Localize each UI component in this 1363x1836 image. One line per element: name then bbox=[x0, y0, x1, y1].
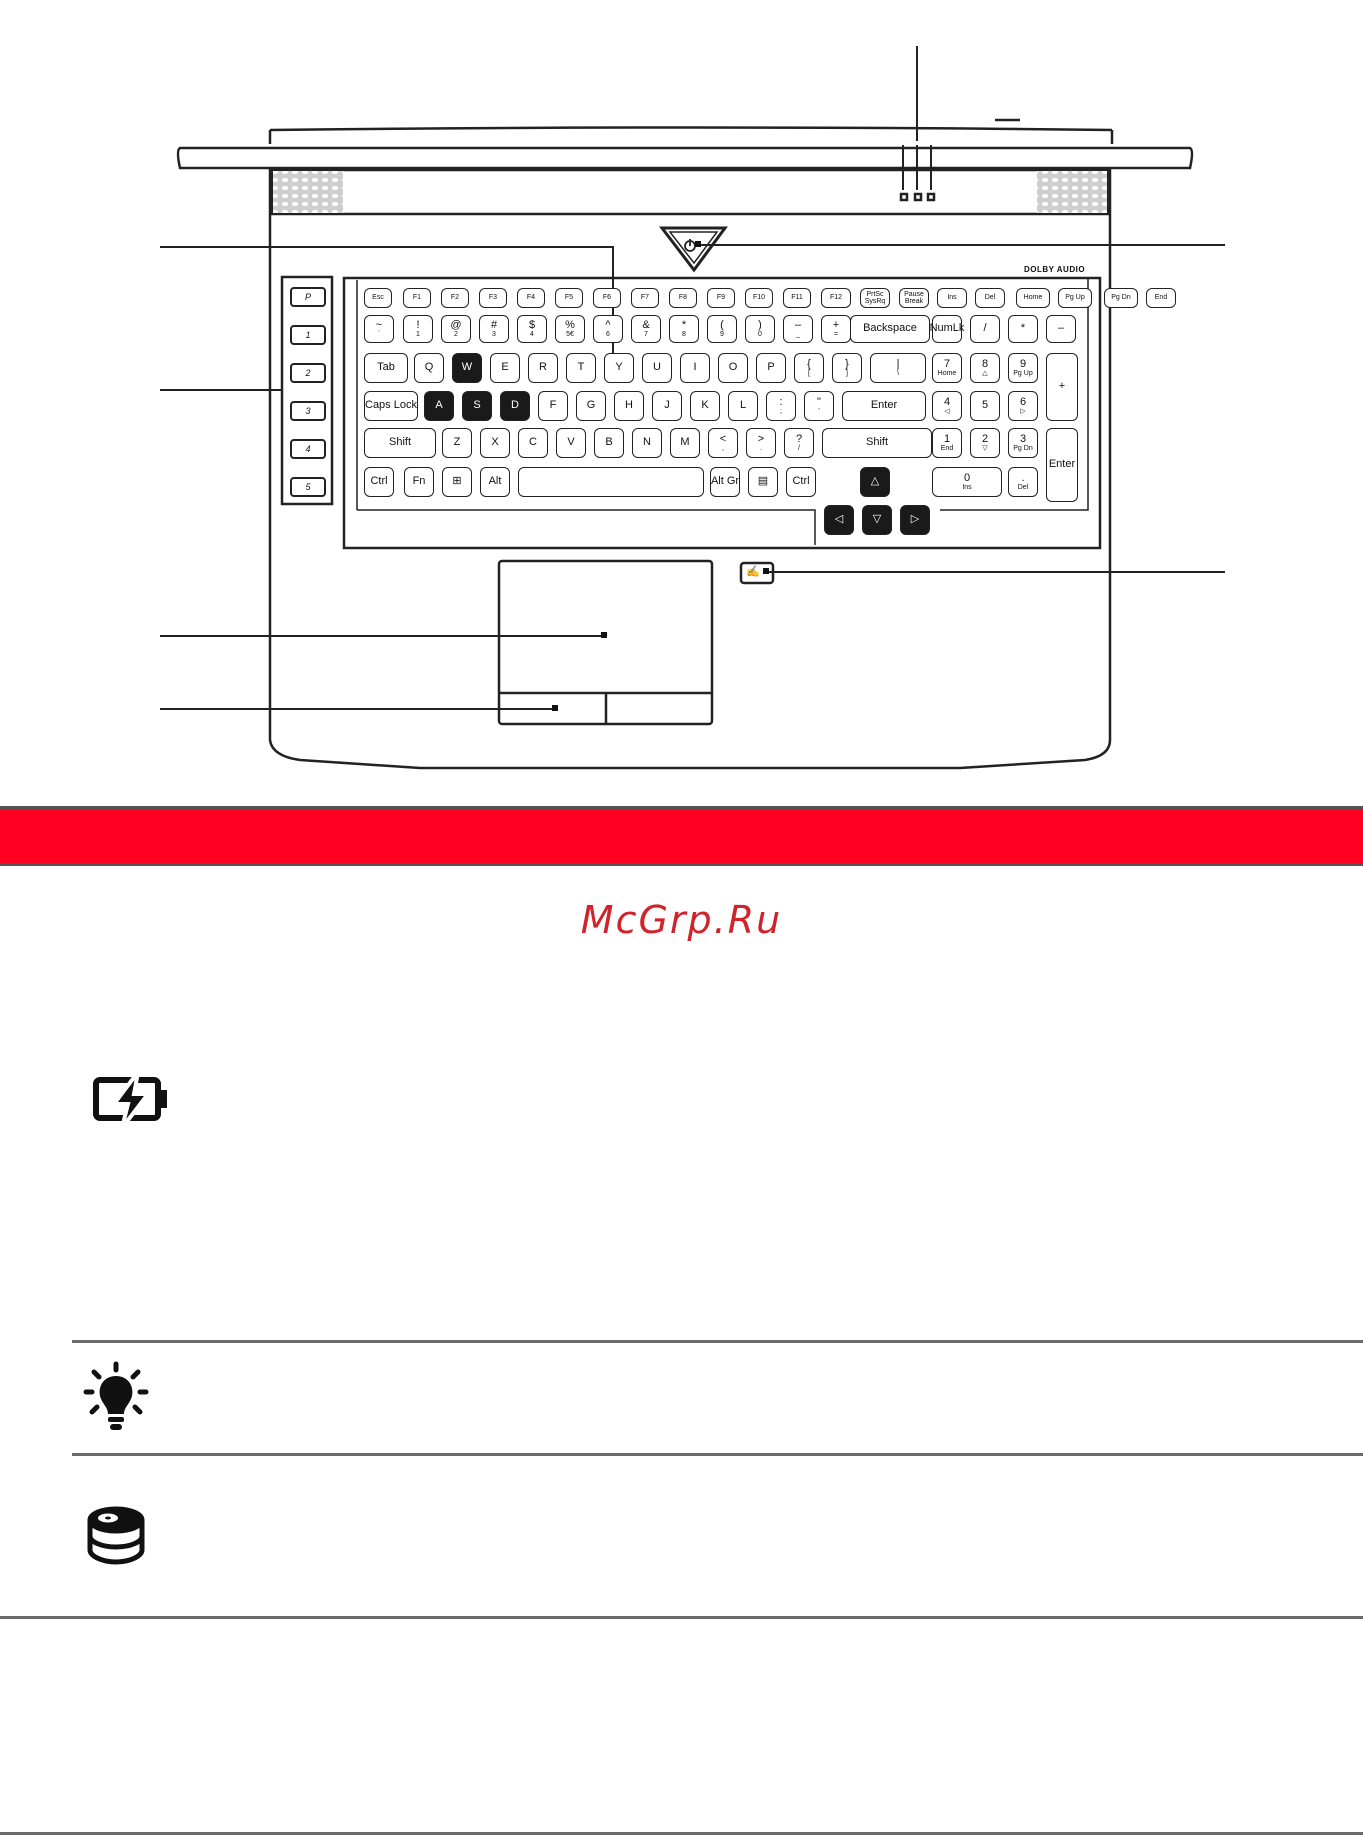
key-label: & bbox=[642, 318, 650, 331]
key-sublabel: 9 bbox=[720, 331, 724, 339]
key-sublabel: Home bbox=[937, 370, 957, 378]
key-sublabel: ◁ bbox=[944, 408, 950, 416]
key-sublabel: . bbox=[760, 445, 762, 453]
macro-key-4: 4 bbox=[290, 439, 326, 459]
key-sublabel: 2 bbox=[454, 331, 458, 339]
key-label: K bbox=[701, 399, 709, 412]
key-label: S bbox=[473, 399, 481, 412]
key-sublabel: 3 bbox=[492, 331, 496, 339]
key-space bbox=[518, 467, 704, 497]
key-k bbox=[690, 391, 720, 421]
key-label: 1 bbox=[943, 432, 951, 445]
callout-touchpad-dot bbox=[601, 632, 607, 638]
key-sublabel: ' bbox=[818, 408, 820, 416]
key-label: 3 bbox=[1019, 432, 1027, 445]
key-- bbox=[794, 353, 824, 383]
key-- bbox=[1046, 315, 1076, 343]
key-label: # bbox=[490, 318, 498, 331]
key-label: { bbox=[807, 357, 811, 370]
key-- bbox=[824, 505, 854, 535]
key-label: Tab bbox=[377, 361, 395, 374]
key-label: * bbox=[1020, 322, 1026, 335]
key-label: . bbox=[1021, 471, 1025, 484]
key-label: ( bbox=[720, 318, 724, 331]
key-label: V bbox=[567, 436, 575, 449]
key-label: Pg Up bbox=[1065, 294, 1085, 302]
key-label: ⊞ bbox=[452, 475, 462, 488]
key-c bbox=[518, 428, 548, 458]
key-a bbox=[424, 391, 454, 421]
key-sublabel: 7 bbox=[644, 331, 648, 339]
key-- bbox=[555, 315, 585, 343]
key-label: ^ bbox=[605, 318, 611, 331]
key-- bbox=[1046, 353, 1078, 421]
key-label: Pg Dn bbox=[1111, 294, 1131, 302]
key-f5 bbox=[555, 288, 583, 308]
key-pg-dn bbox=[1104, 288, 1138, 308]
key-end bbox=[1146, 288, 1176, 308]
key-label: Ctrl bbox=[370, 475, 388, 488]
key-label: / bbox=[983, 322, 987, 335]
key-label: Ctrl bbox=[792, 475, 810, 488]
callout-keyboard bbox=[160, 246, 613, 248]
key-label: > bbox=[757, 432, 765, 445]
key-q bbox=[414, 353, 444, 383]
key-label: 8 bbox=[981, 357, 989, 370]
key-label: ▽ bbox=[872, 513, 882, 526]
dolby-audio-label: DOLBY AUDIO bbox=[1024, 265, 1086, 274]
key-7 bbox=[932, 353, 962, 383]
key-f bbox=[538, 391, 568, 421]
key-f8 bbox=[669, 288, 697, 308]
macro-key-2: 2 bbox=[290, 363, 326, 383]
key-- bbox=[441, 315, 471, 343]
key-label: F8 bbox=[678, 294, 688, 302]
key-label: < bbox=[719, 432, 727, 445]
key-n bbox=[632, 428, 662, 458]
footer-rule bbox=[0, 1832, 1363, 1835]
key-shift bbox=[364, 428, 436, 458]
key-label: J bbox=[664, 399, 670, 412]
key-label: I bbox=[693, 361, 697, 374]
key-label: ▤ bbox=[757, 475, 769, 488]
fingerprint-reader-icon: ✍ bbox=[746, 566, 760, 578]
key-- bbox=[970, 315, 1000, 343]
key-sublabel: SysRq bbox=[864, 298, 886, 305]
divider-3 bbox=[0, 1616, 1363, 1619]
key-label: Ins bbox=[947, 294, 957, 302]
key-x bbox=[480, 428, 510, 458]
key-sublabel: Pg Dn bbox=[1013, 445, 1033, 453]
key-label: F4 bbox=[526, 294, 536, 302]
callout-power-dot bbox=[695, 241, 701, 247]
key-8 bbox=[970, 353, 1000, 383]
key-sublabel: Break bbox=[904, 298, 924, 305]
callout-power bbox=[697, 244, 1225, 246]
key-ins bbox=[937, 288, 967, 308]
key-label: Fn bbox=[412, 475, 426, 488]
key-e bbox=[490, 353, 520, 383]
key-label: R bbox=[539, 361, 547, 374]
callout-touchpad bbox=[160, 635, 603, 637]
key-0 bbox=[932, 467, 1002, 497]
key-- bbox=[746, 428, 776, 458]
key-sublabel: 5€ bbox=[566, 331, 574, 339]
key-f2 bbox=[441, 288, 469, 308]
key-- bbox=[870, 353, 926, 383]
key-label: △ bbox=[870, 475, 880, 488]
battery-charging-icon bbox=[92, 1070, 172, 1135]
key-f3 bbox=[479, 288, 507, 308]
key-- bbox=[631, 315, 661, 343]
key-- bbox=[403, 315, 433, 343]
key-label: A bbox=[435, 399, 443, 412]
key-label: T bbox=[577, 361, 585, 374]
key-- bbox=[593, 315, 623, 343]
key-sublabel: Pg Up bbox=[1013, 370, 1033, 378]
key-label: Pause bbox=[904, 290, 924, 298]
key-f6 bbox=[593, 288, 621, 308]
macro-key-p: P bbox=[290, 287, 326, 307]
key-o bbox=[718, 353, 748, 383]
key-label: Q bbox=[424, 361, 434, 374]
key-label: F3 bbox=[488, 294, 498, 302]
section-header-banner bbox=[0, 806, 1363, 866]
key-label: – bbox=[1057, 322, 1065, 335]
key-label: : bbox=[779, 395, 783, 408]
key-label: NumLk bbox=[929, 322, 965, 335]
key-f10 bbox=[745, 288, 773, 308]
key-- bbox=[900, 505, 930, 535]
key-2 bbox=[970, 428, 1000, 458]
divider-1 bbox=[72, 1340, 1363, 1343]
key-label: Shift bbox=[865, 436, 888, 449]
key-3 bbox=[1008, 428, 1038, 458]
key-- bbox=[832, 353, 862, 383]
key-label: B bbox=[605, 436, 613, 449]
key-label: H bbox=[625, 399, 633, 412]
key-label: 5 bbox=[981, 399, 989, 412]
callout-touchpad-button-dot bbox=[552, 705, 558, 711]
key-ctrl bbox=[364, 467, 394, 497]
key-- bbox=[860, 467, 890, 497]
key-label: L bbox=[739, 399, 747, 412]
key-label: Y bbox=[615, 361, 623, 374]
key-t bbox=[566, 353, 596, 383]
key-sublabel: ▽ bbox=[982, 445, 988, 453]
key-label: U bbox=[653, 361, 661, 374]
key-sublabel: ; bbox=[780, 408, 782, 416]
key-sublabel: 8 bbox=[682, 331, 686, 339]
key-label: ! bbox=[416, 318, 420, 331]
key-label: 6 bbox=[1019, 395, 1027, 408]
key-- bbox=[783, 315, 813, 343]
key-f9 bbox=[707, 288, 735, 308]
key-label: Home bbox=[1023, 294, 1043, 302]
key-label: Enter bbox=[1048, 458, 1076, 471]
key-prtsc bbox=[860, 288, 890, 308]
callout-macro bbox=[160, 389, 282, 391]
key-- bbox=[364, 315, 394, 343]
key-g bbox=[576, 391, 606, 421]
key-- bbox=[862, 505, 892, 535]
key-backspace bbox=[850, 315, 930, 343]
key-label: ~ bbox=[375, 318, 383, 331]
key-label: ? bbox=[795, 432, 803, 445]
key-label: | bbox=[896, 357, 900, 370]
key-label: F6 bbox=[602, 294, 612, 302]
key-shift bbox=[822, 428, 932, 458]
key-label: 2 bbox=[981, 432, 989, 445]
key-- bbox=[517, 315, 547, 343]
key-label: Shift bbox=[388, 436, 411, 449]
key-fn bbox=[404, 467, 434, 497]
callout-touchpad-button bbox=[160, 708, 555, 710]
key-- bbox=[1008, 315, 1038, 343]
key-b bbox=[594, 428, 624, 458]
key-p bbox=[756, 353, 786, 383]
key-label: F11 bbox=[791, 294, 803, 302]
key-sublabel: \ bbox=[897, 370, 899, 378]
key-label: W bbox=[461, 361, 473, 374]
key-9 bbox=[1008, 353, 1038, 383]
key-label: F7 bbox=[640, 294, 650, 302]
key-label: End bbox=[1154, 294, 1168, 302]
key-sublabel: Ins bbox=[962, 484, 972, 492]
key-label: E bbox=[501, 361, 509, 374]
key-- bbox=[804, 391, 834, 421]
key-pg-up bbox=[1058, 288, 1092, 308]
key-1 bbox=[932, 428, 962, 458]
key-label: Del bbox=[984, 294, 996, 302]
key-label: Esc bbox=[372, 294, 384, 302]
key-f4 bbox=[517, 288, 545, 308]
key-label: } bbox=[845, 357, 849, 370]
key-sublabel: 4 bbox=[530, 331, 534, 339]
key-label: X bbox=[491, 436, 499, 449]
key-label: F10 bbox=[752, 294, 766, 302]
key-label: O bbox=[728, 361, 738, 374]
key-label: PrtSc bbox=[866, 290, 884, 298]
key-sublabel: , bbox=[722, 445, 724, 453]
key-del bbox=[975, 288, 1005, 308]
macro-key-5: 5 bbox=[290, 477, 326, 497]
key-- bbox=[766, 391, 796, 421]
key-label: 7 bbox=[943, 357, 951, 370]
key-sublabel: ] bbox=[846, 370, 848, 378]
key-label: Enter bbox=[870, 399, 898, 412]
key-sublabel: ▷ bbox=[1020, 408, 1026, 416]
key-caps-lock bbox=[364, 391, 418, 421]
key-label: + bbox=[1058, 380, 1066, 393]
key-label: Alt Gr bbox=[710, 475, 740, 488]
lightbulb-icon bbox=[84, 1362, 148, 1439]
key-- bbox=[707, 315, 737, 343]
key-- bbox=[748, 467, 778, 497]
key-m bbox=[670, 428, 700, 458]
key-sublabel: 6 bbox=[606, 331, 610, 339]
key-y bbox=[604, 353, 634, 383]
key-- bbox=[708, 428, 738, 458]
key-sublabel: 0 bbox=[758, 331, 762, 339]
key-- bbox=[1008, 467, 1038, 497]
key-label: % bbox=[565, 318, 575, 331]
key-label: 0 bbox=[963, 471, 971, 484]
key-tab bbox=[364, 353, 408, 383]
key-label: ◁ bbox=[834, 513, 844, 526]
key-label: $ bbox=[528, 318, 536, 331]
key-j bbox=[652, 391, 682, 421]
key-6 bbox=[1008, 391, 1038, 421]
key-v bbox=[556, 428, 586, 458]
key-label: Alt bbox=[488, 475, 502, 488]
macro-key-1: 1 bbox=[290, 325, 326, 345]
key-label: Z bbox=[453, 436, 461, 449]
key-alt bbox=[480, 467, 510, 497]
key-label: 4 bbox=[943, 395, 951, 408]
key-label: F2 bbox=[450, 294, 460, 302]
key-label: N bbox=[643, 436, 651, 449]
key-home bbox=[1016, 288, 1050, 308]
key-r bbox=[528, 353, 558, 383]
key-sublabel: 1 bbox=[416, 331, 420, 339]
key-sublabel: [ bbox=[808, 370, 810, 378]
key-l bbox=[728, 391, 758, 421]
key-sublabel: △ bbox=[982, 370, 988, 378]
key-label: " bbox=[817, 395, 821, 408]
key-sublabel: Del bbox=[1017, 484, 1029, 492]
disc-stack-icon bbox=[86, 1506, 146, 1573]
key-label: F5 bbox=[564, 294, 574, 302]
key-z bbox=[442, 428, 472, 458]
macro-key-3: 3 bbox=[290, 401, 326, 421]
key-label: 9 bbox=[1019, 357, 1027, 370]
key-i bbox=[680, 353, 710, 383]
key-label: C bbox=[529, 436, 537, 449]
key-sublabel: / bbox=[798, 445, 800, 453]
key-f7 bbox=[631, 288, 659, 308]
key-d bbox=[500, 391, 530, 421]
key-sublabel: _ bbox=[796, 331, 800, 339]
key-u bbox=[642, 353, 672, 383]
key-- bbox=[669, 315, 699, 343]
key-enter bbox=[1046, 428, 1078, 502]
key-sublabel: ` bbox=[377, 331, 381, 339]
key-label: Caps Lock bbox=[365, 399, 417, 412]
key-s bbox=[462, 391, 492, 421]
callout-fingerprint-dot bbox=[763, 568, 769, 574]
key-ctrl bbox=[786, 467, 816, 497]
key-label: ) bbox=[758, 318, 762, 331]
key-pause bbox=[899, 288, 929, 308]
key-w bbox=[452, 353, 482, 383]
key-sublabel: End bbox=[940, 445, 954, 453]
key-label: M bbox=[680, 436, 690, 449]
key-5 bbox=[970, 391, 1000, 421]
key-label: G bbox=[586, 399, 596, 412]
key-f1 bbox=[403, 288, 431, 308]
key-- bbox=[821, 315, 851, 343]
callout-fingerprint bbox=[764, 571, 1225, 573]
key-alt-gr bbox=[710, 467, 740, 497]
key-label: F bbox=[549, 399, 557, 412]
key-enter bbox=[842, 391, 926, 421]
key-esc bbox=[364, 288, 392, 308]
laptop-figure bbox=[0, 0, 1363, 800]
key-label: – bbox=[794, 318, 802, 331]
key-label: @ bbox=[450, 318, 462, 331]
callout-led-vertical bbox=[916, 46, 918, 141]
key-sublabel: = bbox=[833, 331, 839, 339]
key-- bbox=[784, 428, 814, 458]
key-label: * bbox=[681, 318, 687, 331]
watermark-text: McGrp.Ru bbox=[580, 898, 783, 942]
key-label: ▷ bbox=[910, 513, 920, 526]
key-- bbox=[479, 315, 509, 343]
divider-2 bbox=[72, 1453, 1363, 1456]
key-label: F12 bbox=[829, 294, 843, 302]
key-h bbox=[614, 391, 644, 421]
key-label: F9 bbox=[716, 294, 726, 302]
key-numlk bbox=[929, 315, 965, 343]
key-f12 bbox=[821, 288, 851, 308]
key-- bbox=[442, 467, 472, 497]
key-label: D bbox=[511, 399, 519, 412]
key-label: Backspace bbox=[863, 322, 917, 335]
key-label: + bbox=[832, 318, 840, 331]
key-4 bbox=[932, 391, 962, 421]
key-f11 bbox=[783, 288, 811, 308]
key-- bbox=[745, 315, 775, 343]
key-label: F1 bbox=[412, 294, 422, 302]
key-label: P bbox=[767, 361, 775, 374]
